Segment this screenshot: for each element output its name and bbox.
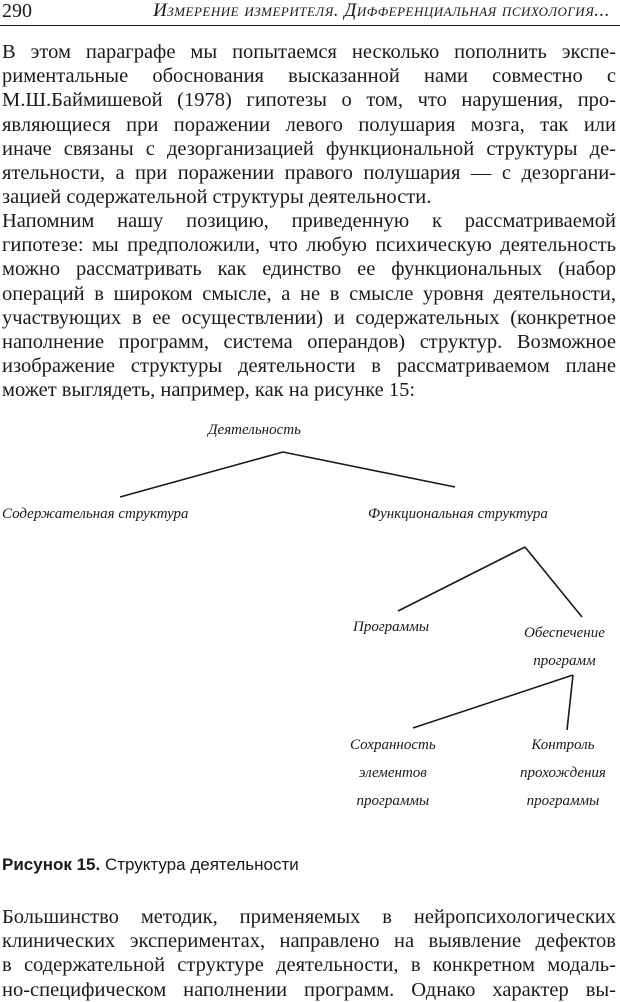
paragraph-position xyxy=(2,209,616,403)
edge-support-preservation xyxy=(413,675,573,728)
text-line: операций в широком смысле, а не в смысле уровня деятельности, xyxy=(2,282,616,305)
text-line: Напомним нашу позицию, приведенную к рассматриваемой xyxy=(2,210,616,232)
node-line: Обеспечение xyxy=(524,625,605,641)
node-line: программы xyxy=(356,793,430,809)
edge-root-functional xyxy=(283,452,455,487)
node-line: элементов xyxy=(358,765,427,781)
node-line: программы xyxy=(526,793,600,809)
node-content-structure: Содержательная структура xyxy=(2,506,189,522)
node-line: прохождения xyxy=(520,765,606,781)
edge-functional-programs xyxy=(398,547,525,611)
node-functional-structure: Функциональная структура xyxy=(368,506,548,522)
node-line: программ xyxy=(533,653,596,669)
text-line: клинических экспериментах, направлено на выявление дефектов xyxy=(2,930,616,953)
text-line: М.Ш.Баймишевой (1978) гипотезы о том, что нарушения, про- xyxy=(2,89,616,112)
page-header xyxy=(0,0,620,24)
node-activity: Деятельность xyxy=(208,422,301,438)
text-line: иначе связаны с дезорганизацией функциональной структуры де- xyxy=(2,137,616,160)
text-line: являющиеся при поражении левого полушария мозга, так или xyxy=(2,113,616,136)
node-program-support xyxy=(524,619,605,675)
activity-structure-diagram xyxy=(0,400,620,830)
text-line: участвующих в ее осуществлении) и содержательных (конкретное xyxy=(2,306,616,329)
edge-functional-support xyxy=(525,547,582,617)
edge-root-content xyxy=(120,452,283,497)
figure-caption xyxy=(2,855,299,875)
text-line: В этом параграфе мы попытаемся несколько пополнить экспе- xyxy=(2,41,616,63)
node-line: Сохранность xyxy=(350,737,436,753)
node-programs: Программы xyxy=(353,619,429,635)
text-line: ятельности, а при поражении правого полушария — с дезоргани- xyxy=(2,161,616,184)
node-execution-control xyxy=(520,731,606,815)
caption-number: Рисунок 15. xyxy=(2,855,101,874)
text-line: риментальные обоснования высказанной нами совместно с xyxy=(2,65,616,88)
text-line: но-специфическом наполнении программ. Однако характер вы- xyxy=(2,978,616,1001)
text-line: изображение структуры деятельности в рассматриваемом плане xyxy=(2,355,616,378)
caption-text: Структура деятельности xyxy=(100,855,299,874)
header-rule xyxy=(0,25,620,26)
text-line: гипотезе: мы предположили, что любую психическую деятельность xyxy=(2,234,616,257)
node-element-preservation xyxy=(350,731,436,815)
paragraph-methods xyxy=(2,905,616,1002)
text-line: может выглядеть, например, как на рисунке 15: xyxy=(2,379,416,402)
running-title: Измерение измерителя. Дифференциальная психология... xyxy=(153,0,610,21)
text-line: зацией содержательной структуры деятельности. xyxy=(2,186,432,209)
text-line: можно рассматривать как единство ее функциональных (набор xyxy=(2,258,616,281)
page-number: 290 xyxy=(2,0,32,22)
edge-support-control xyxy=(567,675,573,730)
text-line: Большинство методик, применяемых в нейропсихологических xyxy=(2,906,616,928)
node-line: Контроль xyxy=(531,737,595,753)
paragraph-hypothesis xyxy=(2,40,616,209)
text-line: наполнение программ, система операндов) структур. Возможное xyxy=(2,330,616,353)
text-line: в содержательной структуре деятельности, в конкретном модаль- xyxy=(2,954,616,977)
